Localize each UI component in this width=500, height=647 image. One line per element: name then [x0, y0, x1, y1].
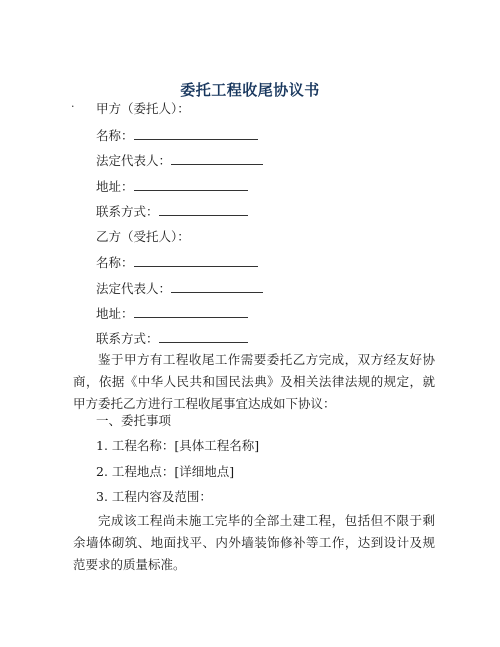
party-a-rep-label: 法定代表人： — [96, 153, 172, 168]
section-1-item-1: 1. 工程名称：[具体工程名称] — [96, 438, 260, 453]
section-1-item-3: 3. 工程内容及范围： — [96, 489, 212, 504]
party-a-name-label: 名称： — [96, 128, 134, 143]
party-b-name-blank — [134, 254, 258, 267]
party-b-rep-blank — [171, 280, 263, 293]
party-a-rep-blank — [171, 152, 263, 165]
party-a-address-blank — [134, 178, 248, 191]
party-b-name-row — [96, 254, 258, 271]
party-a-contact-row — [96, 203, 248, 220]
party-a-name-blank — [134, 127, 258, 140]
party-a-contact-label: 联系方式： — [96, 204, 159, 219]
party-a-name-row — [96, 127, 258, 144]
section-1-detail-paragraph: 完成该工程尚未施工完毕的全部土建工程，包括但不限于剩余墙体砌筑、地面找平、内外墙装饰修补等工作，达到设计及规范要求的质量标准。 — [73, 513, 435, 572]
party-a-contact-blank — [159, 203, 248, 216]
party-b-heading: 乙方（受托人）： — [96, 229, 190, 244]
party-b-contact-blank — [159, 330, 248, 343]
party-b-address-label: 地址： — [96, 306, 134, 321]
party-b-rep-label: 法定代表人： — [96, 281, 172, 296]
party-b-address-row — [96, 305, 248, 322]
party-a-address-row — [96, 178, 248, 195]
party-b-contact-label: 联系方式： — [96, 331, 159, 346]
party-b-rep-row — [96, 280, 263, 297]
party-a-rep-row — [96, 152, 263, 169]
party-a-heading: 甲方（委托人）： — [96, 101, 190, 116]
section-1-heading: 一、委托事项 — [96, 413, 172, 428]
party-a-address-label: 地址： — [96, 179, 134, 194]
preamble-paragraph: 鉴于甲方有工程收尾工作需要委托乙方完成，双方经友好协商，依据《中华人民共和国民法典》及相关法律法规的规定，就甲方委托乙方进行工程收尾事宜达成如下协议： — [73, 352, 435, 411]
party-b-contact-row — [96, 330, 248, 347]
party-b-name-label: 名称： — [96, 255, 134, 270]
document-title: 委托工程收尾协议书 — [180, 81, 320, 99]
section-1-item-2: 2. 工程地点：[详细地点] — [96, 464, 235, 479]
party-b-address-blank — [134, 305, 248, 318]
bullet-mark: · — [71, 100, 75, 113]
